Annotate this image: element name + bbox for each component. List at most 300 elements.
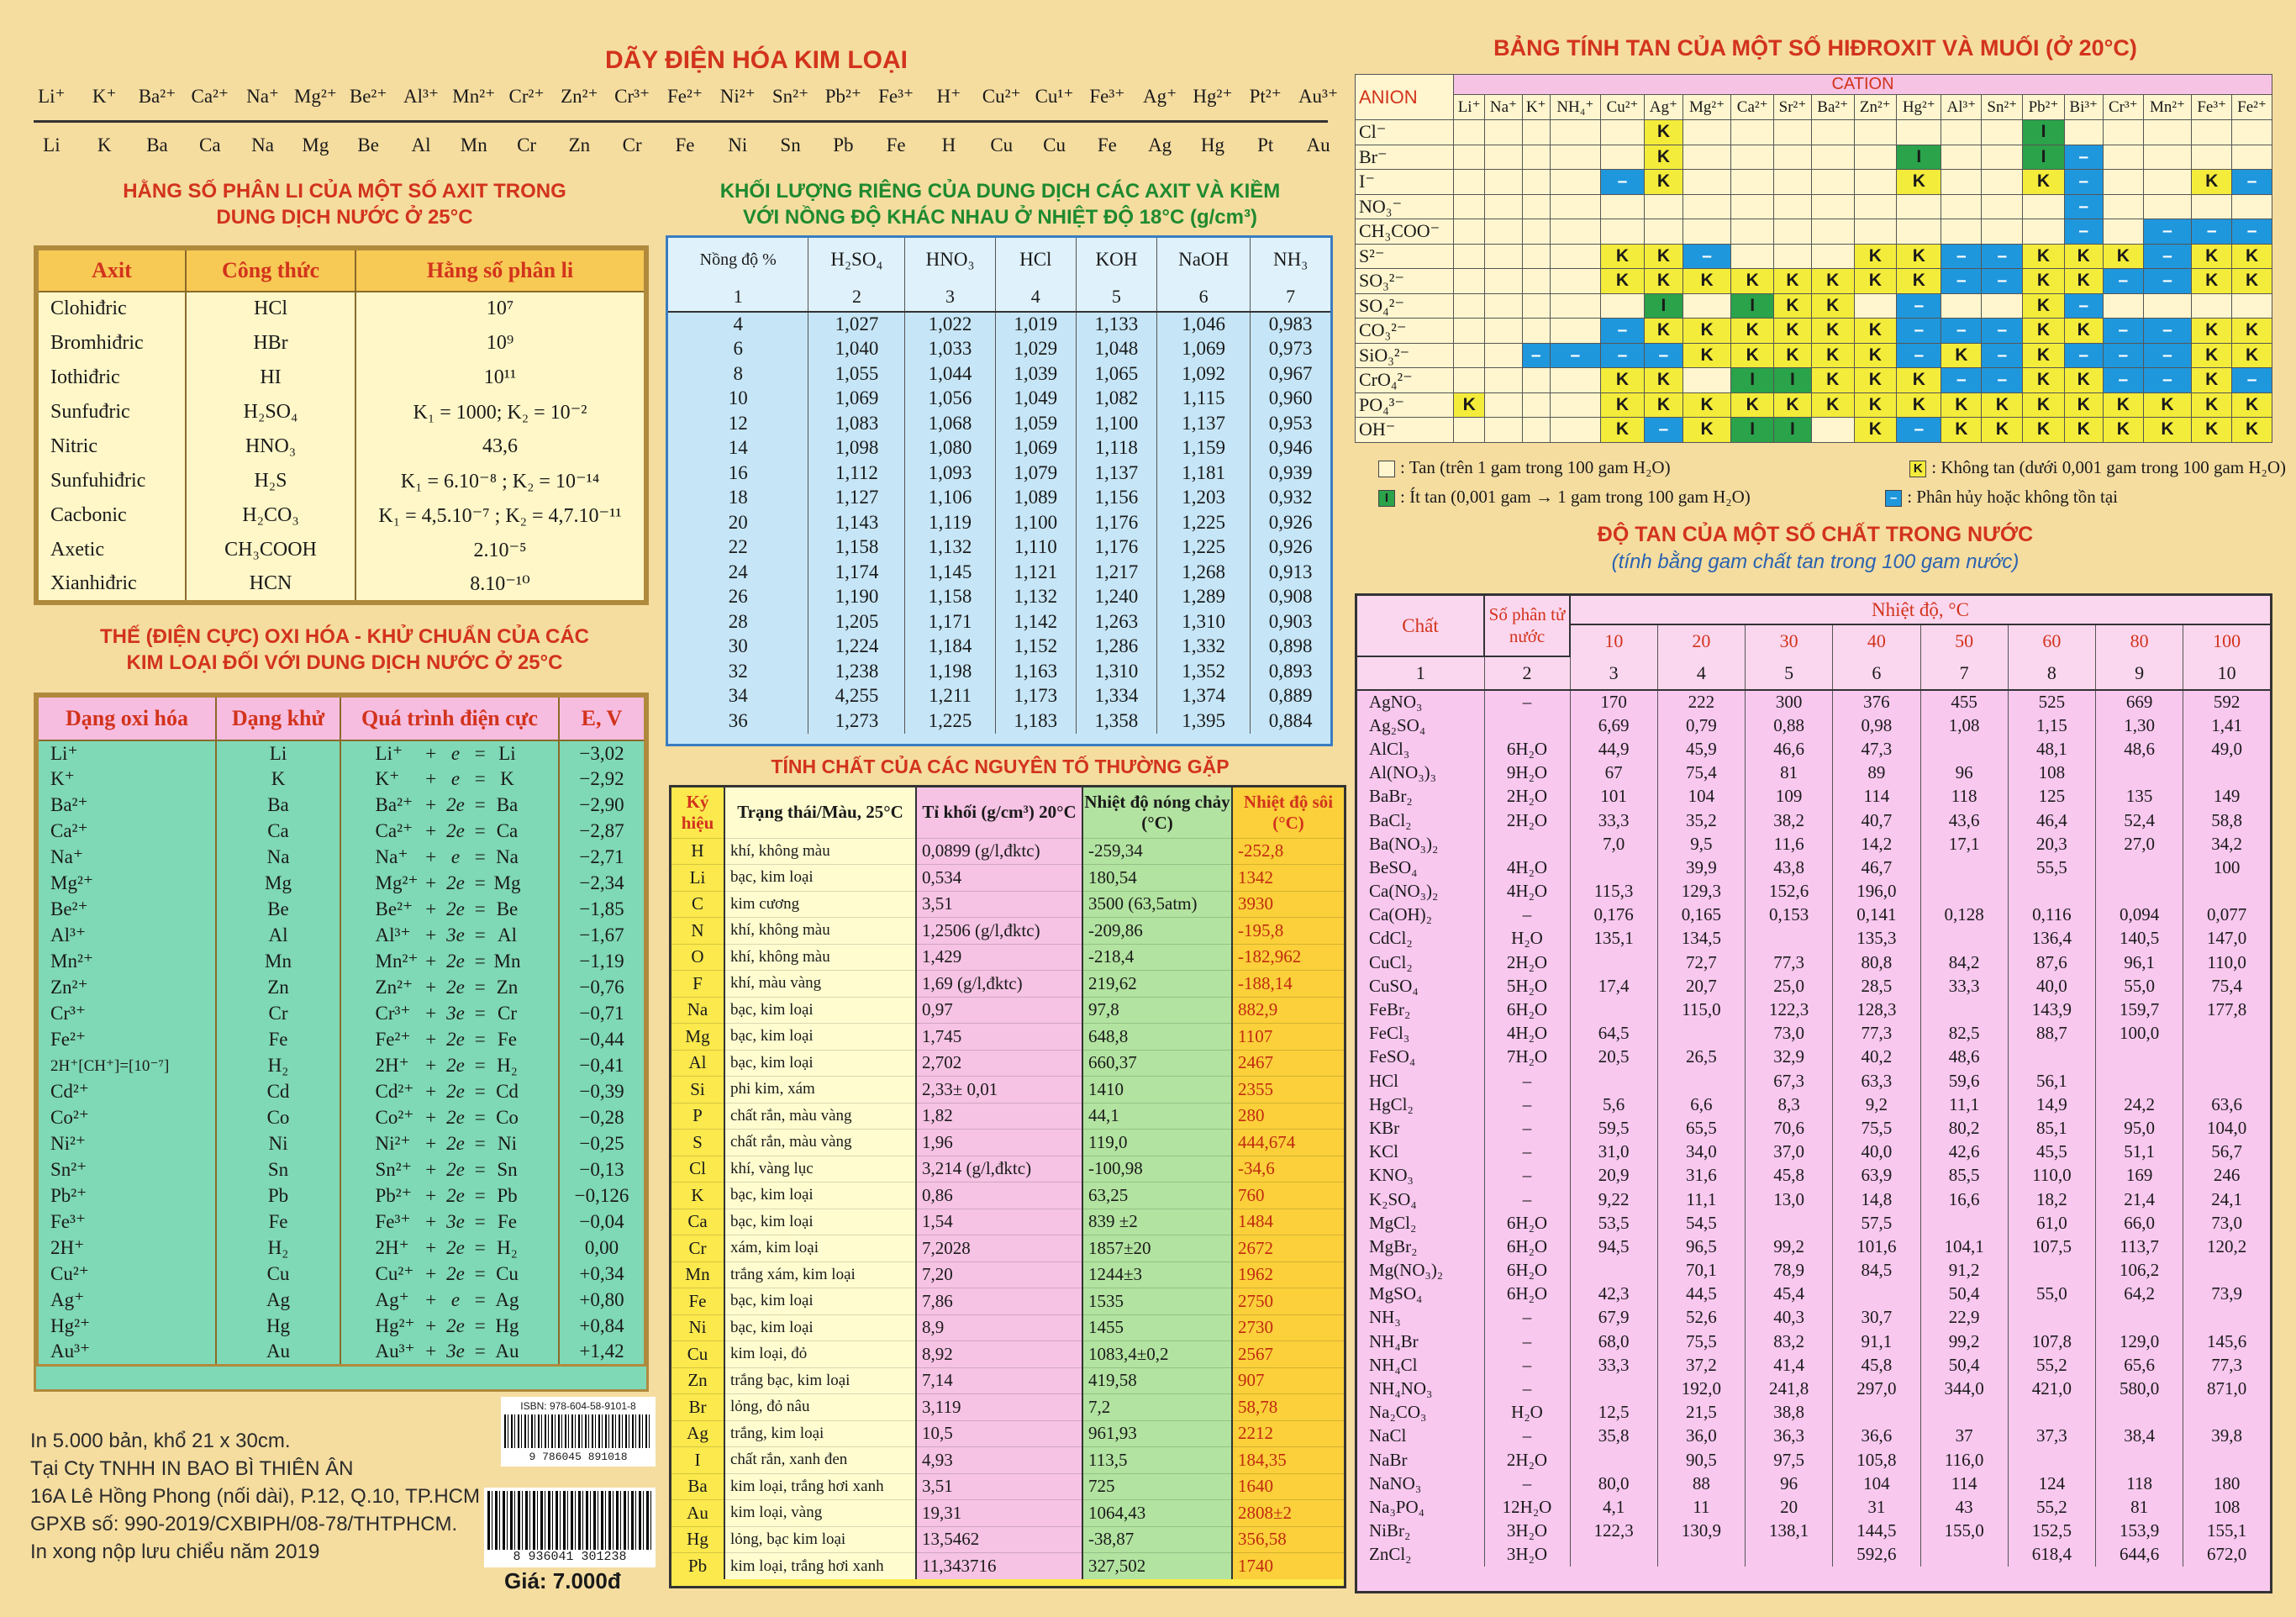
process-e: 2e <box>446 1055 465 1076</box>
solubility-value: 95,0 <box>2096 1116 2183 1140</box>
solubility-value: 0,176 <box>1570 903 1657 927</box>
solubility-cell: I <box>1731 293 1774 319</box>
solubility-cell: K <box>2064 319 2103 344</box>
water-molecules: 5H₂O <box>1484 974 1570 998</box>
element-state: bạc, kim loại <box>724 1182 916 1209</box>
solubility-value: 7,0 <box>1570 832 1657 856</box>
solubility-value <box>1920 737 2008 761</box>
density-cell: 1,069 <box>808 387 905 412</box>
solubility-value: 33,3 <box>1920 974 2008 998</box>
acids-title <box>34 178 656 230</box>
solubility-value: 421,0 <box>2008 1377 2095 1400</box>
element-row <box>671 1156 1344 1182</box>
solubility-cell <box>1811 418 1854 443</box>
solubility-cell <box>1774 120 1812 145</box>
potential-row <box>38 1001 645 1027</box>
element-melting: 63,25 <box>1082 1182 1232 1209</box>
elements-header-melting: Nhiệt độ nóng chảy (°C) <box>1082 787 1232 838</box>
solubility-value: 52,6 <box>1657 1306 1745 1330</box>
potentials-header-reduced: Dạng khử <box>216 697 340 740</box>
solubility-value: 85,1 <box>2008 1116 2095 1140</box>
element-density: 8,9 <box>916 1314 1082 1341</box>
solubility-cell <box>1683 368 1731 393</box>
solubility-cell <box>1485 269 1522 294</box>
solubility-cell: – <box>1601 343 1645 368</box>
solubility-cell <box>2143 145 2192 170</box>
solubility-cell <box>1683 170 1731 195</box>
process-ox: Cr³⁺ <box>375 1003 411 1024</box>
process-ox: Cu²⁺ <box>375 1263 414 1284</box>
solubility-value: 115,3 <box>1570 880 1657 903</box>
solubility-value: 105,8 <box>1833 1448 1920 1472</box>
solubility-cell: – <box>2064 170 2103 195</box>
density-cell: 1,158 <box>808 535 905 561</box>
process-ox: Fe³⁺ <box>375 1211 411 1232</box>
density-cell: 1,044 <box>905 361 995 387</box>
cation-header: Fe³⁺ <box>2192 95 2232 120</box>
element-boiling: 882,9 <box>1232 997 1344 1024</box>
density-row <box>668 684 1330 709</box>
density-cell: 4 <box>733 313 743 335</box>
temp-col-num: 4 <box>1657 656 1745 690</box>
solubility-cell <box>1485 368 1522 393</box>
solubility-value: 11,1 <box>1657 1188 1745 1211</box>
solubility-cell <box>1854 293 1897 319</box>
density-cell: 1,263 <box>1076 609 1156 635</box>
solubility-cell: K <box>2232 269 2272 294</box>
solubility-value: 144,5 <box>1833 1520 1920 1543</box>
solubility-cell <box>2232 145 2272 170</box>
density-cell: 1,334 <box>1076 684 1156 709</box>
solubility-value: 63,3 <box>1833 1069 1920 1093</box>
acid-name: Axetic <box>50 538 104 561</box>
solubility-cell <box>1485 343 1522 368</box>
solubility-value <box>2183 1022 2270 1046</box>
water-molecules: – <box>1484 1377 1570 1400</box>
potential-value: +0,80 <box>559 1288 645 1314</box>
solubility-cell: K <box>1731 269 1774 294</box>
element-density: 13,5462 <box>916 1526 1082 1553</box>
density-cell: 1,163 <box>995 659 1076 684</box>
element-row <box>671 1341 1344 1368</box>
anion-header: SiO₃²⁻ <box>1356 343 1454 368</box>
process-e: 3e <box>446 1340 465 1362</box>
solubility-value: 28,5 <box>1833 974 1920 998</box>
density-cell: 0,893 <box>1251 659 1330 684</box>
density-cell: 1,181 <box>1156 461 1250 486</box>
solubility-cell: – <box>1897 319 1941 344</box>
element-state: lỏng, bạc kim loại <box>724 1526 916 1553</box>
solubility-value: 24,2 <box>2096 1093 2183 1116</box>
cation-header: Li⁺ <box>1454 95 1485 120</box>
acid-row <box>38 429 645 464</box>
element-melting: 725 <box>1082 1473 1232 1500</box>
solubility-cell: K <box>1982 418 2023 443</box>
solubility-row <box>1357 1353 2270 1377</box>
solubility-cell <box>1645 219 1683 245</box>
substance-name: MgSO₄ <box>1369 1283 1423 1304</box>
solubility-cell: K <box>1774 392 1812 418</box>
solubility-value: 66,0 <box>2096 1211 2183 1235</box>
element-symbol: Al <box>671 1050 724 1077</box>
solubility-cell: K <box>2103 418 2143 443</box>
element-row <box>671 891 1344 918</box>
series-metal: Au <box>1306 134 1330 155</box>
potential-row <box>38 1183 645 1209</box>
element-row <box>671 1526 1344 1553</box>
solubility-value: 47,3 <box>1833 737 1920 761</box>
anion-row <box>1356 293 2272 319</box>
solubility-cell <box>1522 368 1550 393</box>
solubility-row <box>1357 1520 2270 1543</box>
solubility-value: 11,1 <box>1920 1093 2008 1116</box>
solubility-cell: – <box>2143 343 2192 368</box>
solubility-value: 297,0 <box>1833 1377 1920 1400</box>
solubility-value: 31 <box>1833 1495 1920 1519</box>
solubility-value: 110,0 <box>2183 951 2270 974</box>
density-cell: 0,926 <box>1251 535 1330 561</box>
temp-header: 40 <box>1833 624 1920 656</box>
element-melting: 1064,43 <box>1082 1500 1232 1527</box>
density-cell: 0,903 <box>1251 609 1330 635</box>
density-cell: 1,142 <box>995 609 1076 635</box>
solubility-value: 0,128 <box>1920 903 2008 927</box>
element-state: khí, vàng lục <box>724 1156 916 1182</box>
solubility-value <box>1920 856 2008 879</box>
element-density: 0,534 <box>916 865 1082 892</box>
process-red: Co <box>496 1107 519 1128</box>
process-red: Ag <box>495 1289 519 1310</box>
element-row <box>671 1261 1344 1288</box>
solubility-cell <box>1550 244 1600 269</box>
solubility-value: 138,1 <box>1746 1520 1833 1543</box>
element-melting: -209,86 <box>1082 918 1232 945</box>
solubility-value <box>1570 1543 1657 1567</box>
solubility-value: 40,0 <box>2008 974 2095 998</box>
element-symbol: Ba <box>671 1473 724 1500</box>
potential-value: −2,90 <box>559 793 645 819</box>
solubility-cell <box>1811 170 1854 195</box>
solubility-value: 11 <box>1657 1495 1745 1519</box>
isbn-number: 9 786045 891018 <box>529 1451 628 1463</box>
density-cell: 1,119 <box>905 510 995 535</box>
solubility-cell: K <box>1982 392 2023 418</box>
solubility-value: 1,30 <box>2096 714 2183 737</box>
density-col-num: 2 <box>808 282 905 312</box>
solubility-value: 63,9 <box>1833 1164 1920 1188</box>
solubility-value: 44,9 <box>1570 737 1657 761</box>
solubility-cell: I <box>1731 418 1774 443</box>
solubility-cell: I <box>2023 145 2064 170</box>
solubility-cell: K <box>2023 293 2064 319</box>
element-symbol: Li <box>671 865 724 892</box>
acids-table <box>34 245 649 605</box>
legend-soluble-label: Tan (trên 1 gam trong 100 gam H₂O) <box>1409 457 1671 477</box>
solubility-cell <box>1854 219 1897 245</box>
density-cell: 1,110 <box>995 535 1076 561</box>
electrode-process: Na⁺ + e = Na <box>340 845 559 871</box>
reduced-form: Al <box>216 923 340 949</box>
solubility-value: 9,5 <box>1657 832 1745 856</box>
solubility-cell <box>1550 145 1600 170</box>
solubility-value <box>1570 1259 1657 1283</box>
density-cell: 1,158 <box>905 585 995 610</box>
acid-formula: HI <box>186 361 355 395</box>
solubility-cell: K <box>1811 343 1854 368</box>
element-state: phi kim, xám <box>724 1077 916 1103</box>
series-ion: H⁺ <box>936 86 961 107</box>
solubility-value: 43,8 <box>1746 856 1833 879</box>
solubility-cell: K <box>1645 392 1683 418</box>
density-row <box>668 436 1330 461</box>
density-cell: 1,176 <box>1076 510 1156 535</box>
solubility-value <box>1570 998 1657 1021</box>
acids-header-acid: Axit <box>38 250 187 292</box>
density-cell: 1,100 <box>1076 411 1156 436</box>
process-e: 2e <box>446 898 465 919</box>
solubility-cell <box>1941 145 1982 170</box>
water-molecules: 6H₂O <box>1484 1283 1570 1306</box>
solubility-value: 90,5 <box>1657 1448 1745 1472</box>
product-number: 8 936041 301238 <box>513 1550 627 1564</box>
solubility-cell: K <box>1645 145 1683 170</box>
solubility-value: 73,0 <box>2183 1211 2270 1235</box>
potential-value: −1,67 <box>559 923 645 949</box>
solubility-value: 101 <box>1570 785 1657 808</box>
element-density: 3,119 <box>916 1394 1082 1421</box>
element-symbol: Mg <box>671 1024 724 1051</box>
acid-formula: HCl <box>186 292 355 326</box>
temp-col-num: 1 <box>1415 662 1425 683</box>
solubility-value: 65,5 <box>1657 1116 1745 1140</box>
solubility-value: 34,0 <box>1657 1140 1745 1164</box>
solubility-cell: K <box>1941 418 1982 443</box>
element-symbol: P <box>671 1103 724 1130</box>
series-metal: Na <box>251 134 274 155</box>
solubility-value: 63,6 <box>2183 1093 2270 1116</box>
element-state: chất rắn, màu vàng <box>724 1130 916 1156</box>
element-boiling: 2355 <box>1232 1077 1344 1103</box>
element-row <box>671 1024 1344 1051</box>
solubility-cell: K <box>2064 418 2103 443</box>
density-col-num: 7 <box>1251 282 1330 312</box>
solubility-value: 128,3 <box>1833 998 1920 1021</box>
solubility-value: 46,7 <box>1833 856 1920 879</box>
solubility-value: 16,6 <box>1920 1188 2008 1211</box>
density-cell: 1,225 <box>1156 510 1250 535</box>
densities-table <box>666 235 1333 746</box>
series-ion: Zn²⁺ <box>561 86 598 107</box>
solubility-value: 0,116 <box>2008 903 2095 927</box>
soluble-swatch <box>1378 461 1395 477</box>
solubility-value <box>2183 1448 2270 1472</box>
solubility-cell <box>2103 219 2143 245</box>
oxidized-form: Ba²⁺ <box>50 794 88 815</box>
anion-row <box>1356 368 2272 393</box>
potential-row <box>38 949 645 975</box>
series-line <box>34 120 1328 123</box>
element-melting: 1857±20 <box>1082 1235 1232 1262</box>
solubility-value: 97,5 <box>1746 1448 1833 1472</box>
element-boiling: 356,58 <box>1232 1526 1344 1553</box>
solubility-value: 20,9 <box>1570 1164 1657 1188</box>
solubility-value: 0,88 <box>1746 714 1833 737</box>
solubility-cell <box>1522 219 1550 245</box>
substance-name: Ca(NO₃)₂ <box>1369 881 1439 902</box>
solubility-cell: – <box>2232 170 2272 195</box>
element-symbol: O <box>671 944 724 971</box>
solubility-temps-subtitle: (tính bằng gam chất tan trong 100 gam nước) <box>1611 550 2020 573</box>
anion-header: OH⁻ <box>1356 418 1454 443</box>
solubility-cell <box>2023 219 2064 245</box>
element-density: 7,86 <box>916 1288 1082 1315</box>
element-boiling: -195,8 <box>1232 918 1344 945</box>
process-e: 2e <box>446 872 465 893</box>
elements-table <box>669 785 1346 1588</box>
solubility-cell: K <box>1683 343 1731 368</box>
element-row <box>671 1367 1344 1394</box>
solubility-value <box>2096 1401 2183 1425</box>
solubility-value: 0,094 <box>2096 903 2183 927</box>
element-boiling: 58,78 <box>1232 1394 1344 1421</box>
element-symbol: I <box>671 1447 724 1474</box>
solubility-cell: K <box>2064 244 2103 269</box>
solubility-cell: K <box>1897 392 1941 418</box>
solubility-cell: K <box>2143 418 2192 443</box>
substance-name: NH₄NO₃ <box>1369 1378 1433 1399</box>
anion-header: CH₃COO⁻ <box>1356 219 1454 245</box>
solubility-cell: – <box>2064 343 2103 368</box>
electrode-process: Cd²⁺ + 2e = Cd <box>340 1079 559 1105</box>
solubility-value: 48,6 <box>1920 1046 2008 1069</box>
potential-row <box>38 766 645 793</box>
process-red: Ba <box>496 794 519 815</box>
solubility-value: 36,6 <box>1833 1425 1920 1448</box>
acid-row <box>38 292 645 326</box>
oxidized-form: 2H⁺[CH⁺]=[10⁻⁷] <box>50 1056 170 1075</box>
oxidized-form: Fe²⁺ <box>50 1029 87 1050</box>
potential-row <box>38 975 645 1001</box>
solubility-cell: – <box>2103 343 2143 368</box>
solubility-value: 48,6 <box>2096 737 2183 761</box>
solubility-cell <box>2103 170 2143 195</box>
solubility-value <box>2096 880 2183 903</box>
solubility-value: 118 <box>1920 785 2008 808</box>
solubility-cell: K <box>1601 392 1645 418</box>
element-boiling: -252,8 <box>1232 838 1344 865</box>
potential-row <box>38 1053 645 1079</box>
solubility-temps-table <box>1355 593 2272 1593</box>
element-row <box>671 1473 1344 1500</box>
series-ion: Ni²⁺ <box>719 86 756 107</box>
element-symbol: Si <box>671 1077 724 1103</box>
solubility-cell <box>1774 170 1812 195</box>
solubility-cell: K <box>1731 319 1774 344</box>
solubility-cell: K <box>1731 343 1774 368</box>
solubility-value: 116,0 <box>1920 1448 2008 1472</box>
solubility-cell: – <box>2103 269 2143 294</box>
element-density: 7,14 <box>916 1367 1082 1394</box>
solubility-value: 592 <box>2183 690 2270 714</box>
water-molecules: – <box>1484 1330 1570 1353</box>
temp-header: 30 <box>1746 624 1833 656</box>
solubility-value: 152,5 <box>2008 1520 2095 1543</box>
reduced-form: Ba <box>216 793 340 819</box>
solubility-value: 20,5 <box>1570 1046 1657 1069</box>
solubility-value <box>2183 1046 2270 1069</box>
oxidized-form: Na⁺ <box>50 846 83 867</box>
solubility-cell: K <box>2023 244 2064 269</box>
process-e: 3e <box>446 924 465 945</box>
density-row <box>668 510 1330 535</box>
elements-header-boiling: Nhiệt độ sôi (°C) <box>1232 787 1344 838</box>
solubility-value: 51,1 <box>2096 1140 2183 1164</box>
solubility-value: 100,0 <box>2096 1022 2183 1046</box>
solubility-cell: – <box>2232 219 2272 245</box>
solubility-value: 135 <box>2096 785 2183 808</box>
solubility-value: 39,8 <box>2183 1425 2270 1448</box>
density-cell: 1,033 <box>905 337 995 362</box>
solubility-row <box>1357 1259 2270 1283</box>
solubility-cell <box>1601 120 1645 145</box>
solubility-cell <box>2232 120 2272 145</box>
solubility-row <box>1357 1140 2270 1164</box>
temp-col-num: 10 <box>2183 656 2270 690</box>
solubility-value: 120,2 <box>2183 1235 2270 1258</box>
process-e: 2e <box>446 1133 465 1154</box>
solubility-cell: – <box>1601 170 1645 195</box>
solubility-value: 149 <box>2183 785 2270 808</box>
solubility-row <box>1357 1472 2270 1495</box>
density-cell: 1,395 <box>1156 708 1250 734</box>
water-molecules: 6H₂O <box>1484 998 1570 1021</box>
potential-value: +0,34 <box>559 1261 645 1288</box>
density-cell: 1,145 <box>905 560 995 585</box>
solubility-cell: – <box>2232 368 2272 393</box>
solubility-value: 34,2 <box>2183 832 2270 856</box>
density-cell: 1,121 <box>995 560 1076 585</box>
potential-value: −0,126 <box>559 1183 645 1209</box>
oxidized-form: Ag⁺ <box>50 1289 85 1310</box>
solubility-cell <box>1854 145 1897 170</box>
solubility-value <box>2008 1046 2095 1069</box>
solubility-value: 376 <box>1833 690 1920 714</box>
solubility-row <box>1357 1069 2270 1093</box>
solubility-value: 80,8 <box>1833 951 1920 974</box>
element-row <box>671 1500 1344 1527</box>
series-metal: K <box>97 134 112 155</box>
substance-name: Na₃PO₄ <box>1369 1496 1424 1517</box>
reduced-form: Mn <box>216 949 340 975</box>
solubility-cell: I <box>1731 368 1774 393</box>
series-metal: Sn <box>780 134 801 155</box>
cation-header: Pb²⁺ <box>2023 95 2064 120</box>
solubility-value: 525 <box>2008 690 2095 714</box>
solubility-cell: – <box>1683 244 1731 269</box>
solubility-cell: – <box>2103 319 2143 344</box>
cation-header: Cu²⁺ <box>1601 95 1645 120</box>
solubility-cell: K <box>2064 368 2103 393</box>
process-e: 2e <box>446 1107 465 1128</box>
solubility-value: 50,4 <box>1920 1353 2008 1377</box>
solubility-value: 24,1 <box>2183 1188 2270 1211</box>
solubility-value: 104 <box>1657 785 1745 808</box>
substance-name: CuSO₄ <box>1369 975 1419 996</box>
process-e: 2e <box>446 1081 465 1102</box>
element-density: 1,2506 (g/l,đktc) <box>916 918 1082 945</box>
temp-col-num: 9 <box>2096 656 2183 690</box>
element-state: chất rắn, màu vàng <box>724 1103 916 1130</box>
